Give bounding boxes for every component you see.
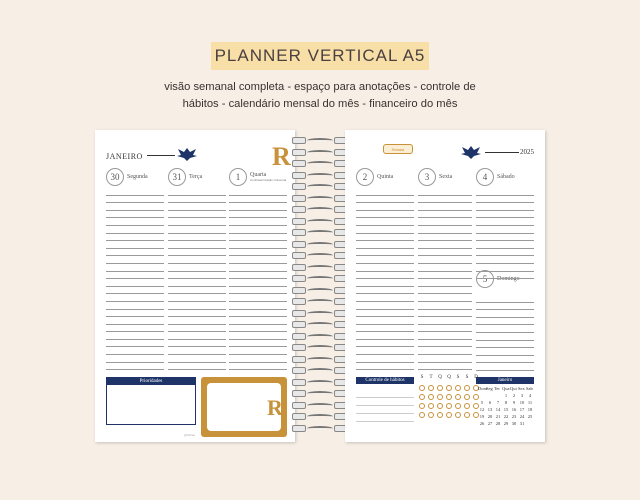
ruled-line [418,241,472,249]
calendar-day: 1 [504,393,508,398]
lines-friday[interactable] [418,188,472,370]
habit-checkbox[interactable] [437,403,443,409]
spiral-ring [292,240,348,249]
ruled-line [106,234,164,242]
spiral-ring [292,182,348,191]
habit-checkbox[interactable] [419,403,425,409]
ruled-line [229,332,287,340]
habit-checkbox[interactable] [428,403,434,409]
day-name: Quarta [250,172,267,178]
calendar-day: 14 [495,407,501,412]
ruled-line [229,196,287,204]
spiral-ring [292,297,348,306]
ruled-line [106,363,164,371]
spiral-ring [292,159,348,168]
calendar-day: 12 [479,407,485,412]
calendar-day: 9 [512,400,516,405]
ruled-line [168,256,226,264]
ruled-line [476,348,534,356]
calendar-day: 28 [495,421,501,426]
calendar-day: 8 [504,400,508,405]
year-label: 2025 [520,148,534,156]
habit-checkbox[interactable] [428,394,434,400]
calendar-weekday: Qua [502,386,510,391]
ruled-line [476,333,534,341]
habit-checkbox[interactable] [419,412,425,418]
ruled-line [476,325,534,333]
spiral-ring [292,378,348,387]
ruled-line [106,241,164,249]
ruled-line [476,341,534,349]
ruled-line [229,234,287,242]
ruled-line [356,355,414,363]
week-ribbon: Semana [383,144,413,154]
ruled-line [356,325,414,333]
ruled-line [106,264,164,272]
day-name: Domingo [497,276,520,282]
spiral-ring [292,136,348,145]
calendar-day: 17 [519,407,525,412]
spiral-ring [292,148,348,157]
ruled-line [229,226,287,234]
day-number: 4 [476,168,494,186]
calendar-day: 27 [487,421,493,426]
ruled-line [356,302,414,310]
ruled-line [106,340,164,348]
calendar-weekday: Dom [478,386,487,391]
ruled-line [229,188,287,196]
calendar-day: 11 [527,400,533,405]
calendar-day [526,421,534,426]
ruled-line [418,302,472,310]
ruled-line [476,211,534,219]
ruled-line [418,226,472,234]
habit-day-label: Q [438,375,442,380]
ruled-line [476,256,534,264]
ruled-line [168,196,226,204]
calendar-day: 3 [520,393,524,398]
calendar-day: 6 [488,400,492,405]
ruled-line [229,256,287,264]
spiral-ring [292,205,348,214]
ruled-line [476,303,534,311]
ruled-line [106,188,164,196]
habit-checkbox[interactable] [428,385,434,391]
ruled-line [356,332,414,340]
ruled-line [168,279,226,287]
ruled-line [168,272,226,280]
calendar-weekday: Ter [494,386,500,391]
lines-monday[interactable] [106,188,164,370]
planner-right-page [345,130,545,442]
ruled-line [418,196,472,204]
ruled-line [476,196,534,204]
spiral-ring [292,389,348,398]
day-friday [418,168,452,186]
ruled-line [356,249,414,257]
ruled-line [418,310,472,318]
calendar-day [494,393,502,398]
day-tuesday [168,168,202,186]
spiral-ring [292,263,348,272]
habit-checkbox[interactable] [419,394,425,400]
ruled-line [418,272,472,280]
ruled-line [229,317,287,325]
ruled-line [168,302,226,310]
ruled-line [229,355,287,363]
ruled-line [356,317,414,325]
ruled-line [476,226,534,234]
ruled-line [476,356,534,364]
spiral-ring [292,251,348,260]
mini-calendar-grid [478,386,534,426]
calendar-day: 23 [511,414,517,419]
ruled-line [229,302,287,310]
ruled-line [168,287,226,295]
ruled-line [229,279,287,287]
ruled-line [418,188,472,196]
stamp-frame [201,377,287,437]
year-arrow-line [485,152,519,153]
day-name: Terça [189,174,203,180]
habit-checkbox[interactable] [437,385,443,391]
priorities-box[interactable] [106,377,196,425]
day-monday [106,168,148,186]
ruled-line [418,264,472,272]
ruled-line [229,310,287,318]
habit-checkbox[interactable] [446,403,452,409]
spiral-ring [292,217,348,226]
ruled-line [168,218,226,226]
calendar-day: 30 [511,421,517,426]
ruled-line [168,294,226,302]
calendar-weekday: Seg [486,386,493,391]
monogram-stamp: R [267,395,283,420]
eagle-icon [459,144,483,160]
ruled-line [356,211,414,219]
day-name: Sexta [439,174,453,180]
calendar-weekday: Qui [510,386,517,391]
calendar-day: 15 [503,407,509,412]
habit-day-label: Q [447,375,451,380]
calendar-day: 29 [503,421,509,426]
ruled-line [168,264,226,272]
ruled-line [356,188,414,196]
calendar-day: 2 [512,393,516,398]
month-label: JANEIRO [106,152,143,161]
ruled-line [168,325,226,333]
ruled-line [168,317,226,325]
eagle-icon [175,146,199,162]
ruled-line [356,226,414,234]
calendar-day: 10 [519,400,525,405]
ruled-line [106,355,164,363]
ruled-line [106,302,164,310]
habit-grid[interactable] [419,385,479,421]
ruled-line [476,234,534,242]
habit-checkbox[interactable] [464,385,470,391]
priorities-label: Prioridades [107,378,195,385]
habit-checkbox[interactable] [428,412,434,418]
lines-saturday[interactable] [476,188,534,279]
ruled-line [356,272,414,280]
brand-mark: @folhas [184,433,196,437]
ruled-line [476,310,534,318]
ruled-line [356,218,414,226]
habit-day-label: S [420,375,424,380]
ruled-line [229,203,287,211]
spiral-ring [292,320,348,329]
ruled-line [106,272,164,280]
ruled-line [106,310,164,318]
ruled-line [168,203,226,211]
habit-checkbox[interactable] [464,412,470,418]
spiral-ring [292,194,348,203]
calendar-day: 22 [503,414,509,419]
ruled-line [418,218,472,226]
ruled-line [418,363,472,371]
ruled-line [168,340,226,348]
ruled-line [476,318,534,326]
ruled-line [356,294,414,302]
day-name: Sábado [497,174,515,180]
habit-day-label: S [456,375,460,380]
ruled-line [168,310,226,318]
habit-day-label: S [465,375,469,380]
ruled-line [418,234,472,242]
habit-checkbox[interactable] [446,385,452,391]
ruled-line [356,310,414,318]
ruled-line [418,203,472,211]
ruled-line [229,347,287,355]
calendar-day: 4 [528,393,532,398]
ruled-line [106,294,164,302]
ruled-line [229,363,287,371]
ruled-line [229,272,287,280]
ruled-line [418,256,472,264]
calendar-day: 24 [519,414,525,419]
ruled-line [418,249,472,257]
ruled-line [229,218,287,226]
day-name: Quinta [377,174,394,180]
mini-calendar-title: Janeiro [476,377,534,384]
ruled-line [168,347,226,355]
ruled-line [418,340,472,348]
ruled-line [106,256,164,264]
spiral-binding [292,136,348,436]
ruled-line [418,325,472,333]
habit-checkbox[interactable] [419,385,425,391]
ruled-line [418,317,472,325]
day-number: 5 [476,270,494,288]
month-arrow-line [147,155,175,156]
calendar-weekday: Sex [518,386,525,391]
habit-row [419,412,479,418]
calendar-day: 7 [496,400,500,405]
ruled-line [476,241,534,249]
ruled-line [106,347,164,355]
ruled-line [229,211,287,219]
ruled-line [418,211,472,219]
habit-checkbox[interactable] [437,394,443,400]
calendar-weekday: Sab [526,386,533,391]
habit-day-label: T [429,375,433,380]
calendar-day: 13 [487,407,493,412]
ruled-line [106,317,164,325]
spiral-ring [292,332,348,341]
spiral-ring [292,401,348,410]
ruled-line [418,294,472,302]
ruled-line [168,211,226,219]
ruled-line [168,188,226,196]
ruled-line [418,347,472,355]
ruled-line [106,203,164,211]
spiral-ring [292,286,348,295]
ruled-line [168,241,226,249]
calendar-day [478,393,486,398]
habit-checkbox[interactable] [446,394,452,400]
ruled-line [106,325,164,333]
habit-row [419,394,479,400]
ruled-line [106,218,164,226]
ruled-line [168,234,226,242]
day-saturday [476,168,515,186]
day-number: 31 [168,168,186,186]
day-number: 1 [229,168,247,186]
lines-sunday[interactable] [476,295,534,371]
spiral-ring [292,171,348,180]
ruled-line [106,279,164,287]
habits-box[interactable] [356,377,414,425]
habit-checkbox[interactable] [455,385,461,391]
ruled-line [356,256,414,264]
habit-checkbox[interactable] [464,394,470,400]
calendar-day: 25 [527,414,533,419]
subtitle-line-2: hábitos - calendário mensal do mês - financeiro do mês [182,98,458,110]
ruled-line [356,264,414,272]
ruled-line [229,241,287,249]
ruled-line [476,272,534,280]
day-number: 3 [418,168,436,186]
ruled-line [418,355,472,363]
ruled-line [106,211,164,219]
ruled-line [168,332,226,340]
lines-tuesday[interactable] [168,188,226,370]
ruled-line [229,264,287,272]
habit-row [419,385,479,391]
ruled-line [356,203,414,211]
ruled-line [476,295,534,303]
calendar-day: 5 [480,400,484,405]
ruled-line [229,287,287,295]
ruled-line [356,340,414,348]
ruled-line [356,196,414,204]
day-number: 30 [106,168,124,186]
subtitle-line-1: visão semanal completa - espaço para anotações - controle de [164,81,476,93]
ruled-line [168,355,226,363]
title-banner [211,42,429,70]
lines-wednesday[interactable] [229,188,287,370]
lines-thursday[interactable] [356,188,414,370]
ruled-line [106,226,164,234]
calendar-day: 20 [487,414,493,419]
ruled-line [356,363,414,371]
calendar-day: 26 [479,421,485,426]
planner-left-page [95,130,295,442]
ruled-line [418,287,472,295]
holiday-note: Confraternização Universal [250,178,287,182]
spiral-ring [292,366,348,375]
ruled-line [476,264,534,272]
calendar-day: 31 [519,421,525,426]
monogram-top: R [272,142,291,171]
day-name: Segunda [127,174,148,180]
calendar-day [486,393,494,398]
day-thursday [356,168,393,186]
ruled-line [229,325,287,333]
calendar-day: 16 [511,407,517,412]
habit-checkbox[interactable] [464,403,470,409]
spiral-ring [292,343,348,352]
ruled-line [476,363,534,371]
ruled-line [356,287,414,295]
spiral-ring [292,228,348,237]
ruled-line [356,234,414,242]
habit-checkbox[interactable] [437,412,443,418]
ruled-line [168,226,226,234]
ruled-line [168,363,226,371]
ruled-line [106,332,164,340]
ruled-line [476,188,534,196]
habit-checkbox[interactable] [455,412,461,418]
ruled-line [356,347,414,355]
subtitle [0,79,640,113]
ruled-line [418,332,472,340]
spiral-ring [292,355,348,364]
ruled-line [229,249,287,257]
habit-row [419,403,479,409]
habit-checkbox[interactable] [446,412,452,418]
ruled-line [229,340,287,348]
ruled-line [418,279,472,287]
ruled-line [106,249,164,257]
spiral-ring [292,424,348,433]
day-number: 2 [356,168,374,186]
ruled-line [229,294,287,302]
ruled-line [106,287,164,295]
habit-day-headers [419,375,479,380]
ruled-line [168,249,226,257]
habit-checkbox[interactable] [455,403,461,409]
ruled-line [476,249,534,257]
ruled-line [356,279,414,287]
habits-label: Controle de hábitos [356,377,414,384]
ruled-line [476,218,534,226]
habit-checkbox[interactable] [455,394,461,400]
spiral-ring [292,412,348,421]
calendar-day: 21 [495,414,501,419]
spiral-ring [292,309,348,318]
calendar-day: 18 [527,407,533,412]
ruled-line [106,196,164,204]
spiral-ring [292,274,348,283]
calendar-day: 19 [479,414,485,419]
page-title: PLANNER VERTICAL A5 [214,46,426,65]
ruled-line [476,203,534,211]
ruled-line [356,241,414,249]
